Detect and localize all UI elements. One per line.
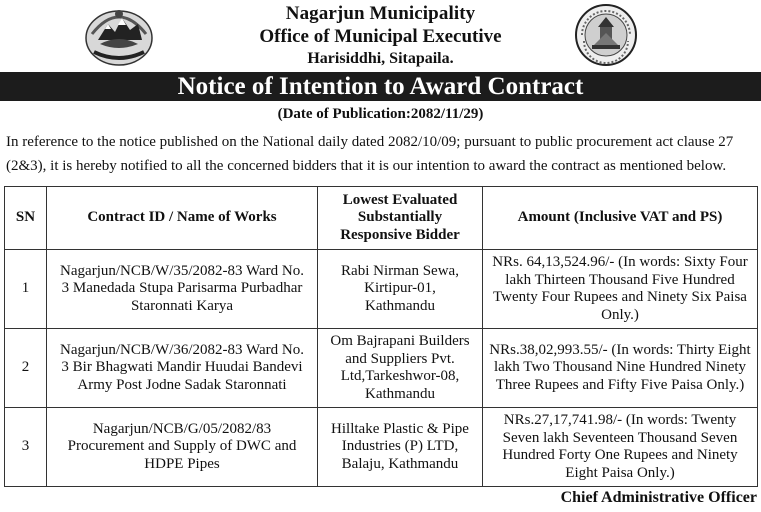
row-amount: NRs.27,17,741.98/- (In words: Twenty Seven lakh Seventeen Thousand Seven Hundred Forty One Rupees and Ninety Eight Paisa Only.): [483, 408, 758, 487]
row-bidder: Rabi Nirman Sewa, Kirtipur-01, Kathmandu: [318, 250, 483, 329]
table-row: [5, 408, 758, 487]
row-sn: 3: [5, 408, 47, 487]
award-table: [4, 186, 758, 487]
row-amount: NRs.38,02,993.55/- (In words: Thirty Eight lakh Two Thousand Nine Hundred Ninety Three Rupees and Fifty Five Paisa Only.): [483, 329, 758, 408]
row-sn: 1: [5, 250, 47, 329]
office-name: Office of Municipal Executive: [259, 26, 502, 47]
header-amount: Amount (Inclusive VAT and PS): [483, 187, 758, 250]
row-bidder: Hilltake Plastic & Pipe Industries (P) LTD, Balaju, Kathmandu: [318, 408, 483, 487]
header-sn: SN: [5, 187, 47, 250]
signature-title: Chief Administrative Officer: [560, 489, 757, 506]
row-contract: Nagarjun/NCB/W/35/2082-83 Ward No. 3 Manedada Stupa Parisarma Purbadhar Staronnati Karya: [47, 250, 318, 329]
intro-paragraph: In reference to the notice published on the National daily dated 2082/10/09; pursuant to public procurement act clause 27 (2&3), it is hereby notified to all the concerned bidders that it is our intention to award the contract as mentioned below.: [6, 134, 734, 174]
row-bidder: Om Bajrapani Builders and Suppliers Pvt. Ltd,Tarkeshwor-08, Kathmandu: [318, 329, 483, 408]
row-amount: NRs. 64,13,524.96/- (In words: Sixty Four lakh Thirteen Thousand Five Hundred Twenty Four Rupees and Ninety Six Paisa Only.): [483, 250, 758, 329]
row-contract: Nagarjun/NCB/W/36/2082-83 Ward No. 3 Bir Bhagwati Mandir Huudai Bandevi Army Post Jodne Sadak Staronnati: [47, 329, 318, 408]
row-sn: 2: [5, 329, 47, 408]
table-row: [5, 250, 758, 329]
row-contract: Nagarjun/NCB/G/05/2082/83 Procurement and Supply of DWC and HDPE Pipes: [47, 408, 318, 487]
header-bidder: Lowest Evaluated Substantially Responsive Bidder: [318, 187, 483, 250]
office-address: Harisiddhi, Sitapaila.: [307, 50, 454, 67]
table-header-row: [5, 187, 758, 250]
table-row: [5, 329, 758, 408]
publication-date: (Date of Publication:2082/11/29): [277, 106, 484, 122]
notice-title-banner: Notice of Intention to Award Contract: [0, 72, 761, 101]
municipality-name: Nagarjun Municipality: [285, 3, 476, 24]
header-contract: Contract ID / Name of Works: [47, 187, 318, 250]
